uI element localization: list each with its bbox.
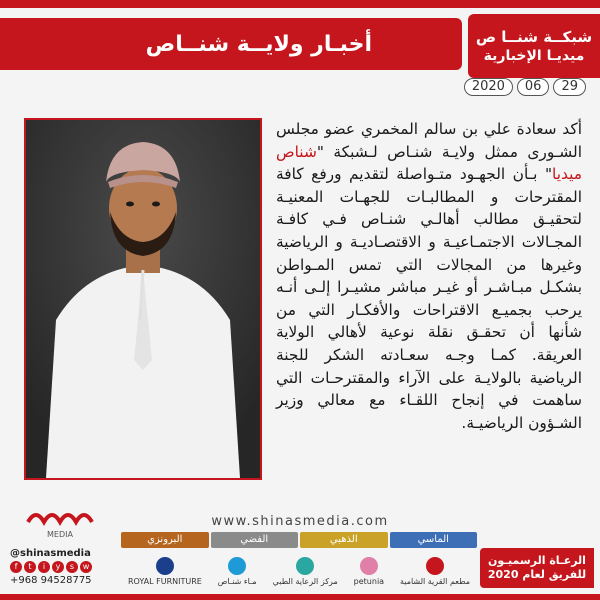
sponsor-medical-center[interactable] <box>273 554 338 588</box>
sponsor-label: مـاء شنـاص <box>217 576 257 586</box>
sponsor-tiers <box>120 532 478 548</box>
social-icons <box>10 561 114 573</box>
tier-gold: الذهبي <box>300 532 388 548</box>
sponsor-label: مطعم القرية الشامية <box>400 576 470 586</box>
date-display <box>464 78 586 96</box>
portrait-photo <box>24 118 262 480</box>
article-highlight: شناص ميديا <box>276 142 582 184</box>
shinas-media-logo-icon <box>20 504 100 540</box>
footer-logo <box>20 504 100 540</box>
royal-furniture-icon <box>156 557 174 575</box>
sponsor-royal-furniture[interactable] <box>128 554 202 588</box>
top-accent-strip <box>0 0 600 8</box>
sponsors-title-line2: للفريق لعام 2020 <box>487 568 587 581</box>
article-text-part2: " بـأن الجهـود متـواصلة لتقديم ورفع كافة المقترحات و المطالبـات للجهـات المعنيـة لتحقيـق مطالب أهالـي شنـاص فـي كافـة المجـالات الاجتمـاعيـة و الاقتصـاديـة و الرياضية وغيرها من المجالات التي تمس المـواطن بشكـل مبـاشـر أو غيـر مباشر مشيـرا إلـى أنـه يرحب بجميـع الاقتراحات والأفكـار التي من شأنها أن تحقـق نقلة نوعية لأهالي الولاية العريقة. كمـا وجـه سعـادته الشكر للجنة الرياضية بالولايـة على الآراء والمقترحـات التي ساهمت في إنجاح اللقـاء مع معالي وزير الشـؤون الرياضيـة. <box>276 165 582 432</box>
article-body <box>276 118 582 480</box>
twitter-icon[interactable]: t <box>24 561 36 573</box>
website-link[interactable]: www.shinasmedia.com <box>211 514 389 529</box>
sponsor-petunia[interactable] <box>354 554 384 588</box>
tier-bronze: البرونزي <box>121 532 209 548</box>
phone-number[interactable]: +968 94528775 <box>10 575 92 586</box>
article-text-part1: أكد سعادة علي بن سالم المخمري عضو مجلس الشـورى ممثل ولايـة شنـاص لـشبكة " <box>276 120 582 161</box>
portrait-illustration <box>26 120 260 478</box>
youtube-icon[interactable]: y <box>52 561 64 573</box>
social-handle[interactable]: @shinasmedia <box>10 548 91 559</box>
restaurant-icon <box>426 557 444 575</box>
sponsor-restaurant[interactable] <box>400 554 470 588</box>
date-month: 06 <box>517 78 550 96</box>
bottom-accent-strip <box>0 594 600 600</box>
facebook-icon[interactable]: f <box>10 561 22 573</box>
logo-text: MEDIA <box>47 530 73 539</box>
social-contact <box>10 548 114 586</box>
sponsors-title <box>480 548 594 588</box>
petunia-flower-icon <box>360 557 378 575</box>
water-drop-icon <box>228 557 246 575</box>
snapchat-icon[interactable]: s <box>66 561 78 573</box>
date-year: 2020 <box>464 78 513 96</box>
whatsapp-icon[interactable]: w <box>80 561 92 573</box>
page-title: أخبـار ولايــة شنــاص <box>145 31 372 57</box>
tier-silver: الفضي <box>211 532 299 548</box>
brand-name: شبكــة شنــا ص <box>475 28 593 46</box>
tier-diamond: الماسي <box>390 532 478 548</box>
date-day: 29 <box>553 78 586 96</box>
sponsor-label: ROYAL FURNITURE <box>127 576 202 586</box>
medical-center-icon <box>296 557 314 575</box>
sponsor-label: petunia <box>353 576 385 586</box>
sponsor-label: مركز الرعاية الطبي <box>272 576 338 586</box>
header-bar <box>0 18 462 70</box>
instagram-icon[interactable]: i <box>38 561 50 573</box>
brand-subtitle: ميديـا الإخبارية <box>483 48 585 64</box>
sponsor-shinas-water[interactable] <box>218 554 257 588</box>
sponsors-title-line1: الرعـاة الرسميـون <box>488 554 586 567</box>
sponsor-logos <box>120 550 478 592</box>
brand-badge <box>468 14 600 78</box>
